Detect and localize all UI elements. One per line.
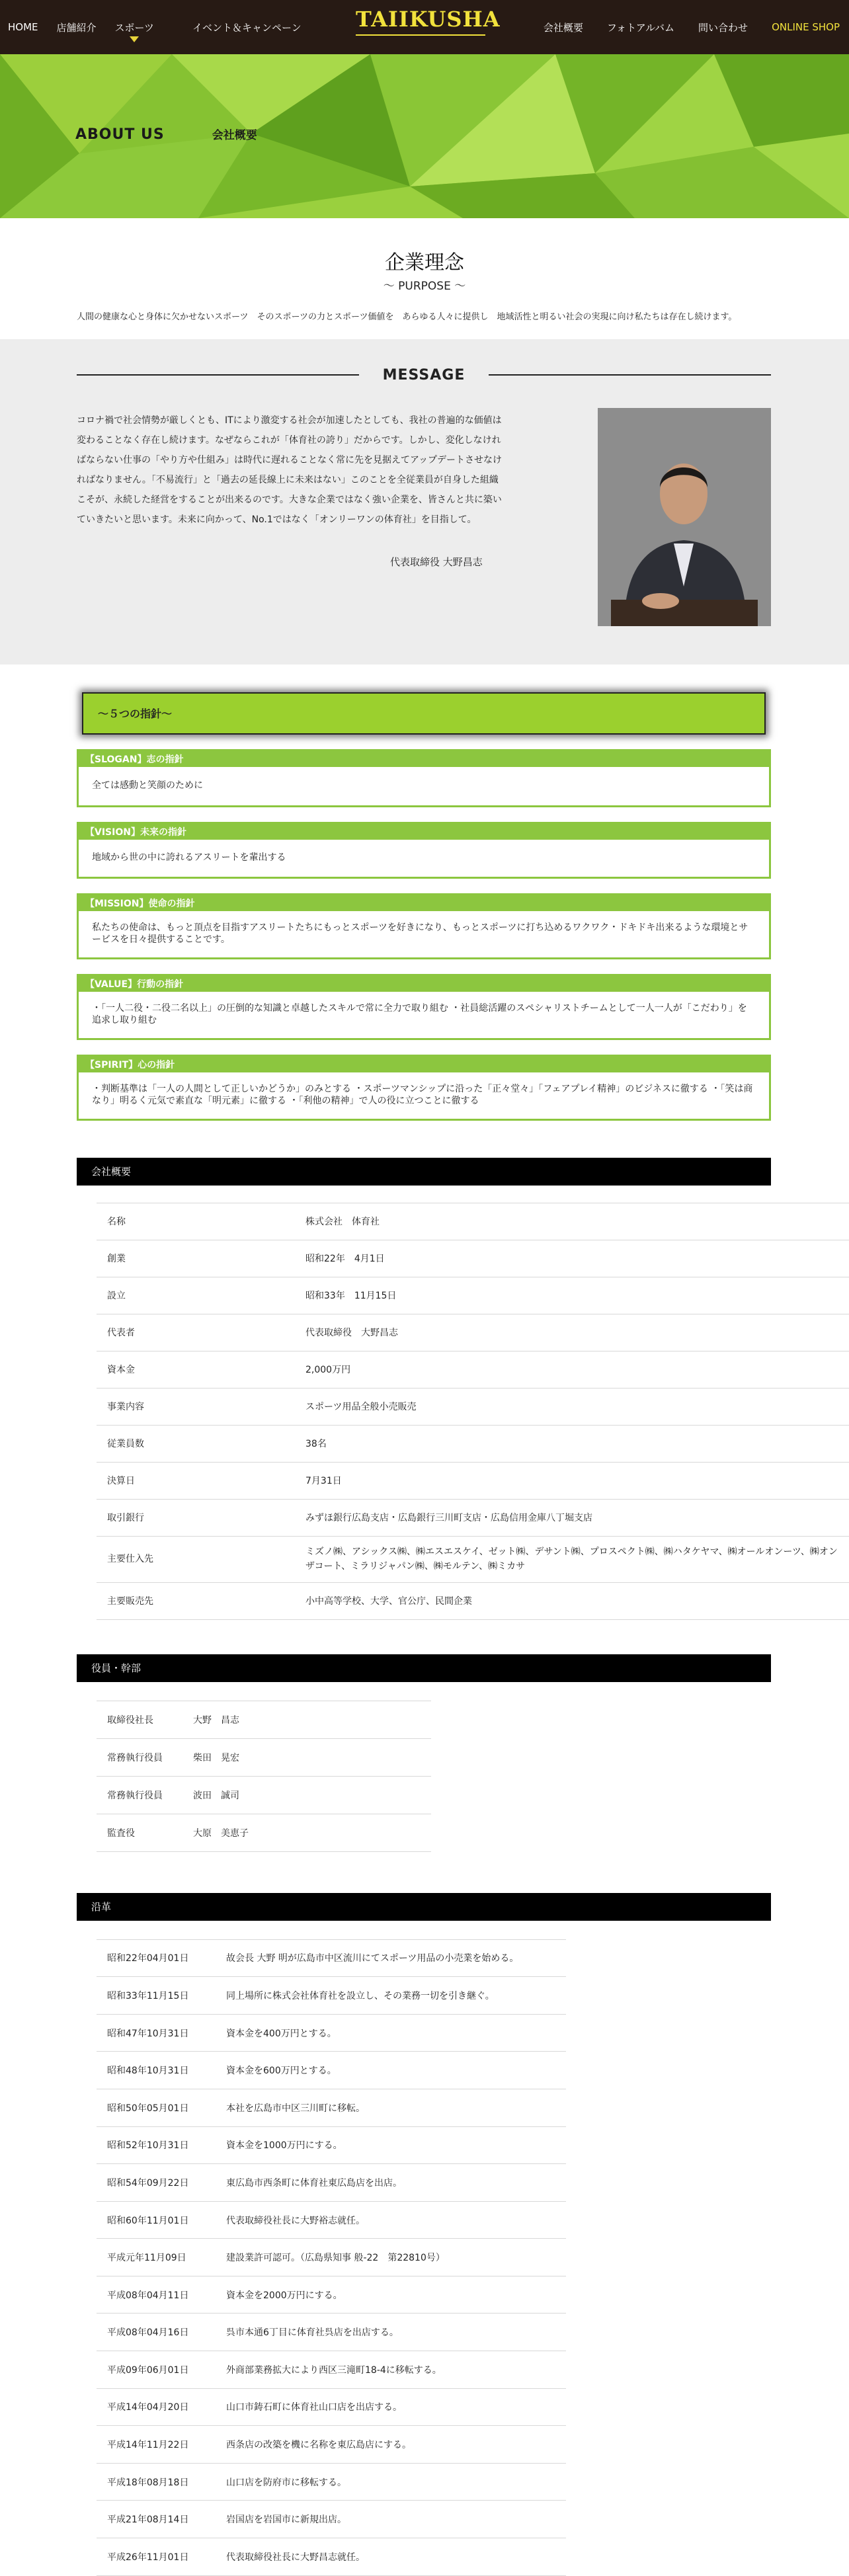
table-row [97,1240,849,1277]
hero-banner [0,54,849,218]
guideline-mission [77,893,771,959]
row-value: 山口店を防府市に移転する。 [216,2463,566,2501]
row-value: 西条店の改築を機に名称を東広島店にする。 [216,2426,566,2464]
row-value: 資本金を2000万円にする。 [216,2276,566,2314]
table-row [97,1314,849,1351]
message-signature: 代表取締役 大野昌志 [390,555,483,568]
purpose-title: 企業理念 [385,251,464,274]
guideline-body: 私たちの使命は、もっと頂点を目指すアスリートたちにもっとスポーツを好きになり、もっとスポーツに打ち込めるワクワク・ドキドキ出来るような環境とサービスを日々提供することです。 [92,922,748,945]
table-row [97,1814,431,1851]
table-row [97,1388,849,1425]
hero-title [75,126,257,143]
guideline-body: ・判断基準は「一人の人間として正しいかどうか」のみとする ・スポーツマンシップに沿った「正々堂々」「フェアプレイ精神」のビジネスに徹する ・「笑は商なり」明るく元気で素直な「明元素」に徹する ・「利他の精神」で人の役に立つことに徹する [92,1084,753,1106]
nav-left [8,20,320,34]
guideline-heading: 【MISSION】使命の指針 [79,895,769,911]
row-value: 同上場所に株式会社体育社を設立し、その業務一切を引き継ぐ。 [216,1977,566,2015]
nav-online-shop[interactable]: ONLINE SHOP [772,21,840,33]
table-row [97,2276,566,2314]
history-heading: 沿革 [77,1893,771,1921]
row-label: 昭和22年04月01日 [97,1939,216,1977]
row-label: 平成元年11月09日 [97,2239,216,2276]
row-value: 呉市本通6丁目に体育社呉店を出店する。 [216,2314,566,2351]
row-value: 柴田 晃宏 [182,1738,431,1776]
row-value: 波田 誠司 [182,1776,431,1814]
purpose-subtitle: 〜 PURPOSE 〜 [383,280,466,293]
row-value: 代表取締役 大野昌志 [296,1314,849,1351]
row-label: 平成08年04月11日 [97,2276,216,2314]
nav-right [520,0,840,54]
row-label: 主要仕入先 [97,1536,296,1582]
row-label: 従業員数 [97,1425,296,1462]
row-value: 代表取締役社長に大野裕志就任。 [216,2201,566,2239]
table-row [97,2089,566,2126]
message-title: MESSAGE [382,366,465,383]
row-label: 昭和47年10月31日 [97,2014,216,2052]
guideline-value [77,974,771,1040]
row-label: 常務執行役員 [97,1738,182,1776]
row-label: 平成18年08月18日 [97,2463,216,2501]
row-value: 故会長 大野 明が広島市中区流川にてスポーツ用品の小売業を始める。 [216,1939,566,1977]
guideline-heading: 【VALUE】行動の指針 [79,976,769,992]
table-row [97,1203,849,1240]
site-logo[interactable] [356,7,501,36]
table-row [97,2351,566,2389]
guidelines-section [77,692,771,1121]
message-section [0,339,849,664]
table-row [97,1939,566,1977]
row-value: 岩国店を岩国市に新規出店。 [216,2501,566,2538]
table-row [97,1536,849,1582]
row-label: 平成26年11月01日 [97,2538,216,2576]
table-row [97,2052,566,2089]
hero-title-jp: 会社概要 [212,129,257,142]
row-label: 昭和52年10月31日 [97,2126,216,2164]
guideline-heading: 【SPIRIT】心の指針 [79,1057,769,1072]
president-photo [598,408,771,626]
row-label: 決算日 [97,1462,296,1499]
table-row [97,1738,431,1776]
table-row [97,1701,431,1738]
row-label: 平成08年04月16日 [97,2314,216,2351]
row-label: 資本金 [97,1351,296,1388]
row-label: 平成14年11月22日 [97,2426,216,2464]
row-value: 本社を広島市中区三川町に移転。 [216,2089,566,2126]
table-row [97,1351,849,1388]
nav-contact[interactable]: 問い合わせ [698,21,748,34]
row-value: 外商部業務拡大により西区三滝町18-4に移転する。 [216,2351,566,2389]
row-label: 取締役社長 [97,1701,182,1738]
row-value: 大原 美恵子 [182,1814,431,1851]
table-row [97,1462,849,1499]
guideline-body: ・「一人二役・二役二名以上」の圧倒的な知識と卓越したスキルで常に全力で取り組む ・社員総活躍のスペシャリストチームとして一人一人が「こだわり」を追求し取り組む [92,1003,747,1026]
guideline-body: 地域から世の中に誇れるアスリートを輩出する [92,852,286,863]
overview-heading: 会社概要 [77,1158,771,1186]
table-row [97,1425,849,1462]
table-row [97,2164,566,2202]
table-row [97,1582,849,1619]
row-value: 38名 [296,1425,849,1462]
table-row [97,2314,566,2351]
officers-heading: 役員・幹部 [77,1654,771,1682]
row-label: 創業 [97,1240,296,1277]
purpose-section [0,218,849,339]
logo-underline [356,34,485,36]
row-label: 昭和54年09月22日 [97,2164,216,2202]
row-value: スポーツ用品全般小売販売 [296,1388,849,1425]
row-label: 代表者 [97,1314,296,1351]
site-header [0,0,849,54]
purpose-text: 人間の健康な心と身体に欠かせないスポーツ そのスポーツの力とスポーツ価値を あらゆる人々に提供し 地域活性と明るい社会の実現に向け私たちは存在し続けます。 [77,312,737,322]
row-label: 平成09年06月01日 [97,2351,216,2389]
heading-rule-left [77,374,359,376]
table-row [97,1499,849,1536]
row-label: 昭和33年11月15日 [97,1977,216,2015]
table-row [97,1977,566,2015]
table-row [97,2388,566,2426]
table-row [97,2201,566,2239]
message-heading [77,367,771,383]
nav-company[interactable]: 会社概要 [543,21,583,34]
nav-stores[interactable]: 店舗紹介 [56,21,97,34]
row-value: ミズノ㈱、アシックス㈱、㈱エスエスケイ、ゼット㈱、デサント㈱、プロスペクト㈱、㈱ハタケヤマ、㈱オールオンーツ、㈱オンザコート、ミラリジャパン㈱、㈱モルテン、㈱ミカサ [296,1536,849,1582]
table-row [97,2126,566,2164]
row-value: 東広島市西条町に体育社東広島店を出店。 [216,2164,566,2202]
table-row [97,2426,566,2464]
table-row [97,2463,566,2501]
row-value: 2,000万円 [296,1351,849,1388]
message-body: コロナ禍で社会情勢が厳しくとも、ITにより激変する社会が加速したとしても、我社の普遍的な価値は変わることなく存在し続けます。なぜならこれが「体育社の誇り」だからです。しかし、変化しなければならない仕事の「やり方や仕組み」は時代に遅れることなく常に先を見据えてアップデートさせなければなりません。「不易流行」と「過去の延長線上に未来はない」このことを全従業員が自身した組織こそが、永続した経営をすることが出来るのです。大きな企業ではなく強い企業を、皆さんと共に築いていきたいと思います。未来に向かって、No.1ではなく「オンリーワンの体育社」を目指して。 [77,415,503,525]
row-label: 昭和48年10月31日 [97,2052,216,2089]
hero-title-en: ABOUT US [75,126,165,143]
row-value: みずほ銀行広島支店・広島銀行三川町支店・広島信用金庫八丁堀支店 [296,1499,849,1536]
table-row [97,2239,566,2276]
guideline-vision [77,822,771,879]
row-value: 山口市鋳石町に体育社山口店を出店する。 [216,2388,566,2426]
nav-photo-album[interactable]: フォトアルバム [606,21,675,34]
row-label: 常務執行役員 [97,1776,182,1814]
guideline-slogan [77,749,771,807]
table-row [97,2501,566,2538]
history-table [97,1939,566,2576]
guideline-heading: 【SLOGAN】志の指針 [79,751,769,767]
row-value: 資本金を1000万円にする。 [216,2126,566,2164]
row-label: 平成21年08月14日 [97,2501,216,2538]
row-value: 小中高等学校、大学、官公庁、民間企業 [296,1582,849,1619]
row-value: 昭和33年 11月15日 [296,1277,849,1314]
president-photo-image [598,408,771,626]
row-label: 取引銀行 [97,1499,296,1536]
table-row [97,2538,566,2576]
heading-rule-right [489,374,771,376]
nav-events[interactable]: イベント＆キャンペーン [192,21,302,34]
guideline-heading: 【VISION】未来の指針 [79,824,769,840]
table-row [97,1277,849,1314]
row-value: 代表取締役社長に大野昌志就任。 [216,2538,566,2576]
row-label: 昭和60年11月01日 [97,2201,216,2239]
row-value: 資本金を400万円とする。 [216,2014,566,2052]
overview-table [97,1203,849,1620]
row-label: 設立 [97,1277,296,1314]
row-value: 7月31日 [296,1462,849,1499]
nav-home[interactable]: HOME [8,21,38,33]
row-value: 大野 昌志 [182,1701,431,1738]
row-value: 株式会社 体育社 [296,1203,849,1240]
table-row [97,1776,431,1814]
row-label: 監査役 [97,1814,182,1851]
row-value: 昭和22年 4月1日 [296,1240,849,1277]
guidelines-banner: 〜５つの指針〜 [82,692,766,735]
guideline-body: 全ては感動と笑顔のために [92,780,203,791]
logo-text: TAIIKUSHA [356,7,501,32]
row-label: 事業内容 [97,1388,296,1425]
row-label: 平成14年04月20日 [97,2388,216,2426]
row-label: 名称 [97,1203,296,1240]
row-label: 昭和50年05月01日 [97,2089,216,2126]
table-row [97,2014,566,2052]
officers-table [97,1701,431,1852]
guideline-spirit [77,1055,771,1121]
nav-sports[interactable]: スポーツ [114,21,154,34]
row-value: 資本金を600万円とする。 [216,2052,566,2089]
row-label: 主要販売先 [97,1582,296,1619]
row-value: 建設業許可認可。（広島県知事 般-22 第22810号） [216,2239,566,2276]
